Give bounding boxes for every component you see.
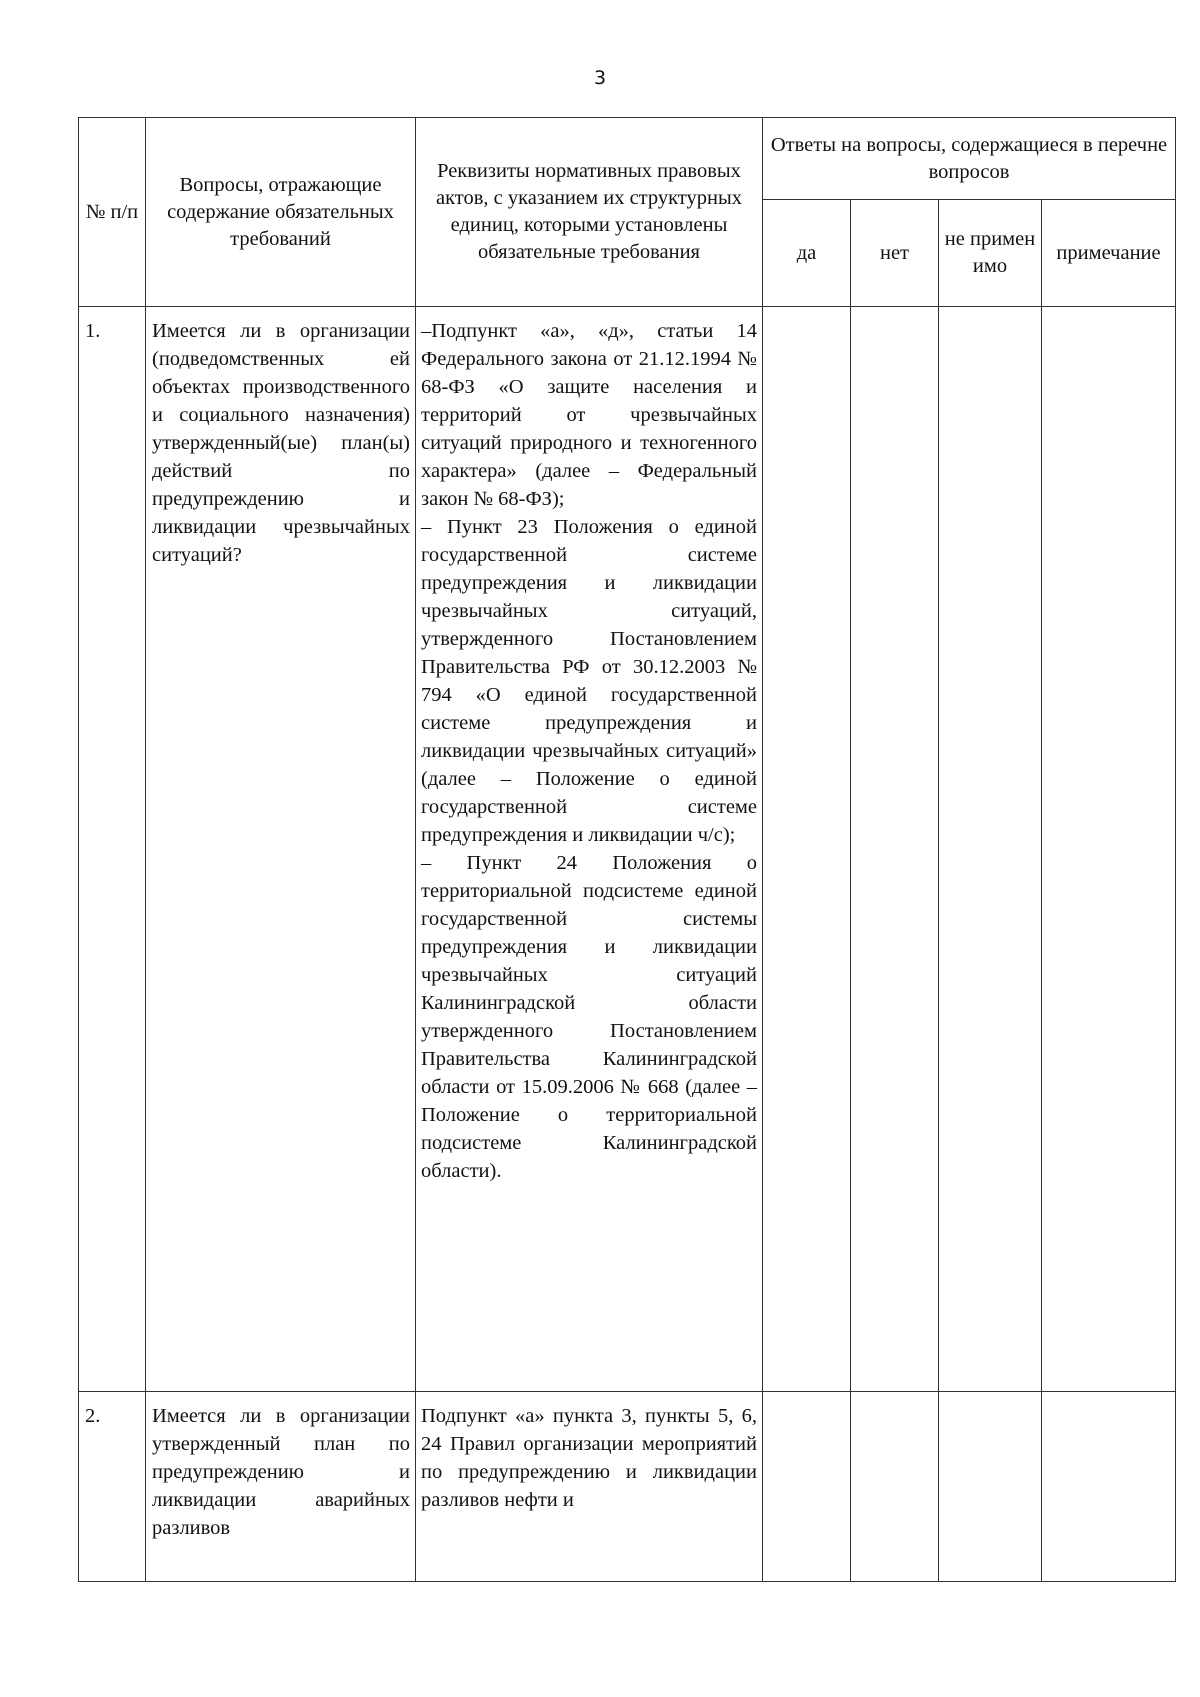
answer-na-cell <box>939 307 1042 1392</box>
header-requisites: Реквизиты нормативных правовых актов, с указанием их структурных единиц, которыми установлены обязательные требования <box>416 118 763 307</box>
header-no: нет <box>851 200 939 307</box>
header-yes: да <box>763 200 851 307</box>
header-na: не примен имо <box>939 200 1042 307</box>
row-references <box>416 307 763 1392</box>
reference-item: Подпункт «а» пункта 3, пункты 5, 6, 24 Правил организации мероприятий по предупреждению и ликвидации разливов нефти и <box>421 1405 757 1511</box>
row-number: 1. <box>79 307 146 1392</box>
row-question: Имеется ли в организации утвержденный план по предупреждению и ликвидации аварийных разливов <box>146 1392 416 1582</box>
answer-note-cell <box>1042 1392 1176 1582</box>
row-references <box>416 1392 763 1582</box>
answer-na-cell <box>939 1392 1042 1582</box>
header-questions: Вопросы, отражающие содержание обязательных требований <box>146 118 416 307</box>
table-header-row <box>79 118 1176 200</box>
reference-item: –Подпункт «а», «д», статьи 14 Федерального закона от 21.12.1994 № 68-ФЗ «О защите населения и территорий от чрезвычайных ситуаций природного и техногенного характера» (далее – Федеральный закон № 68-ФЗ); <box>421 320 757 510</box>
table-row <box>79 307 1176 1392</box>
row-question: Имеется ли в организации (подведомственных ей объектах производственного и социального назначения) утвержденный(ые) план(ы) действий по предупреждению и ликвидации чрезвычайных ситуаций? <box>146 307 416 1392</box>
answer-yes-cell <box>763 307 851 1392</box>
answer-no-cell <box>851 1392 939 1582</box>
checklist-table <box>78 117 1176 1582</box>
header-answers: Ответы на вопросы, содержащиеся в перечне вопросов <box>763 118 1176 200</box>
header-note: примечание <box>1042 200 1176 307</box>
reference-item: – Пункт 23 Положения о единой государственной системе предупреждения и ликвидации чрезвычайных ситуаций, утвержденного Постановлением Правительства РФ от 30.12.2003 № 794 «О единой государственной системе предупреждения и ликвидации чрезвычайных ситуаций» (далее – Положение о единой государственной системе предупреждения и ликвидации ч/с); <box>421 516 757 846</box>
answer-no-cell <box>851 307 939 1392</box>
reference-item: – Пункт 24 Положения о территориальной подсистеме единой государственной системы предупреждения и ликвидации чрезвычайных ситуаций Калининградской области утвержденного Постановлением Правительства Калининградской области от 15.09.2006 № 668 (далее – Положение о территориальной подсистеме Калининградской области). <box>421 852 757 1182</box>
row-number: 2. <box>79 1392 146 1582</box>
answer-note-cell <box>1042 307 1176 1392</box>
answer-yes-cell <box>763 1392 851 1582</box>
page-number: 3 <box>593 67 607 89</box>
header-num: № п/п <box>79 118 146 307</box>
table-row <box>79 1392 1176 1582</box>
